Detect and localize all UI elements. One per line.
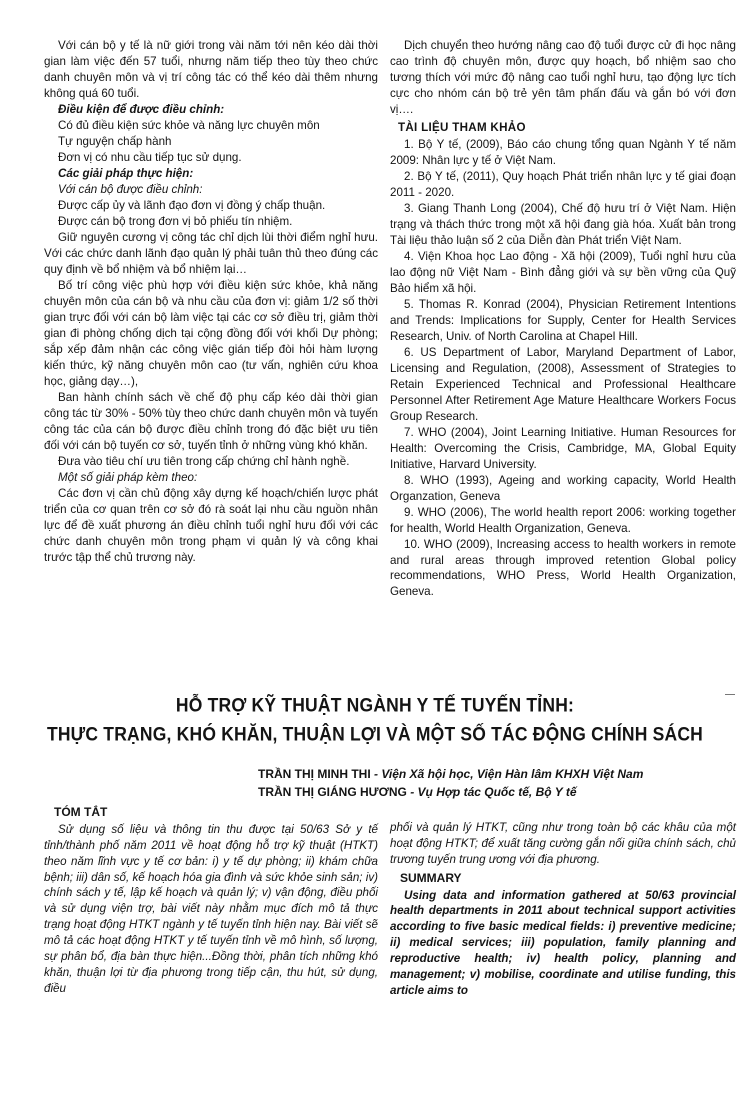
subheading-italic: Với cán bộ được điều chỉnh: (58, 182, 203, 196)
subheading: Điều kiện để được điều chỉnh: (58, 102, 225, 116)
reference-item: 5. Thomas R. Konrad (2004), Physician Retirement Intentions and Trends: Implications for Supply, Center for Health Services Research, Univ. of North Carolina at Chapel Hill. (390, 297, 736, 343)
author-name: TRẦN THỊ MINH THI (258, 767, 371, 781)
condition-item: Được cán bộ trong đơn vị bỏ phiếu tín nhiệm. (58, 214, 293, 228)
article-title-line2: THỰC TRẠNG, KHÓ KHĂN, THUẬN LỢI VÀ MỘT SỐ TÁC ĐỘNG CHÍNH SÁCH (46, 722, 704, 746)
author-line (258, 766, 643, 783)
summary-text: Using data and information gathered at 50/63 provincial health departments in 2011 about technical support activities according to five basic medical fields: i) preventive medicine; ii) medical services; iii) population, family planning and reproductive health; iv) health policy, planning and management; v) mobilise, coordinate and utilise funding, this article aims to (390, 888, 736, 998)
reference-item: 1. Bộ Y tế, (2009), Báo cáo chung tổng quan Ngành Y tế năm 2009: Nhân lực y tế ở Việt Nam. (390, 137, 736, 167)
reference-item: 7. WHO (2004), Joint Learning Initiative. Human Resources for Health: Overcoming the Crisis, Cambridge, MA, Global Equity Initiative, Harvard University. (390, 425, 736, 471)
paragraph: Các đơn vị cần chủ động xây dựng kế hoạch/chiến lược phát triển của cơ quan trên cơ sở đó rà soát lại nhu cầu nguồn nhân lực để đề xuất phương án điều chỉnh tuổi nghỉ hưu đối với các chức danh chuyên môn trong phạm vi quản lý và công khai trước tập thể chủ trương này. (44, 486, 378, 564)
subheading: Các giải pháp thực hiện: (58, 166, 194, 180)
abstract-heading: TÓM TẮT (54, 805, 108, 819)
abstract-left-column (44, 804, 378, 997)
paragraph: Dịch chuyển theo hướng nâng cao độ tuổi được cử đi học nâng cao trình độ chuyên môn, được quy hoạch, bổ nhiệm sao cho tương thích với mức độ nâng cao tuổi nghỉ hưu, tạo động lực tích cực cho nhóm cán bộ trẻ yên tâm phấn đấu và gắn bó với đơn vị…. (390, 39, 736, 116)
abstract-right-column (390, 820, 736, 999)
condition-item: Tự nguyện chấp hành (58, 134, 172, 148)
paragraph: Với cán bộ y tế là nữ giới trong vài năm tới nên kéo dài thời gian làm việc đến 57 tuổi, nhưng năm tiếp theo tùy theo chức danh chuyên môn và vị trí công tác có thể kéo dài thêm nhưng không quá 60 tuổi. (44, 39, 378, 100)
paragraph: Ban hành chính sách về chế độ phụ cấp kéo dài thời gian công tác từ 30% - 50% tùy theo chức danh chuyên môn và tuyến công tác của cán bộ được điều chỉnh trong đó đặc biệt ưu tiên đối với cán bộ tuyến cơ sở, tuyến tỉnh ở những vùng khó khăn. (44, 390, 378, 452)
reference-item: 9. WHO (2006), The world health report 2006: working together for health, World Health Organization, Geneva. (390, 505, 736, 535)
article-title-line1: HỖ TRỢ KỸ THUẬT NGÀNH Y TẾ TUYẾN TỈNH: (175, 693, 575, 717)
paragraph: Giữ nguyên cương vị công tác chỉ dịch lùi thời điểm nghỉ hưu. Với các chức danh lãnh đạo quản lý phải tuân thủ theo đúng các quy định về bổ nhiệm và bổ nhiệm lại… (44, 230, 378, 276)
condition-item: Được cấp ủy và lãnh đạo đơn vị đồng ý chấp thuận. (58, 198, 326, 212)
condition-item: Đơn vị có nhu cầu tiếp tục sử dụng. (58, 150, 242, 164)
author-affiliation: - Viện Xã hội học, Viện Hàn lâm KHXH Việt Nam (370, 767, 644, 781)
paragraph: Bố trí công việc phù hợp với điều kiện sức khỏe, khả năng chuyên môn của cán bộ và nhu cầu của đơn vị: giảm 1/2 số thời gian trực đối với cán bộ làm việc tại các cơ sở điều trị, giảm thời gian đi phòng chống dịch tại cộng đồng đối với khối Dự phòng; sắp xếp đảm nhận các công việc gián tiếp đòi hỏi hàm lượng kiến thức, kỹ năng chuyên môn cao (tư vấn, nghiên cứu khoa học, giảng dạy…), (44, 278, 378, 388)
left-column (44, 38, 378, 565)
reference-item: 6. US Department of Labor, Maryland Department of Labor, Licensing and Regulation, (2008), Assessment of Strategies to Retain Experienced Technical and Professional Healthcare Personnel After Retirement Age Mature Healthcare Workers Focus Group Research. (390, 345, 736, 423)
condition-item: Có đủ điều kiện sức khỏe và năng lực chuyên môn (58, 118, 320, 132)
reference-item: 10. WHO (2009), Increasing access to health workers in remote and rural areas through improved retention Global policy recommendations, WHO Press, World Health Organization, Geneva. (390, 537, 736, 599)
reference-item: 4. Viện Khoa học Lao động - Xã hội (2009), Tuổi nghỉ hưu của lao động nữ Việt Nam - Bình đẳng giới và sự bền vững của Quỹ Bảo hiểm xã hội. (390, 249, 736, 295)
subheading-italic: Một số giải pháp kèm theo: (58, 470, 198, 484)
author-affiliation: - Vụ Hợp tác Quốc tế, Bộ Y tế (406, 785, 577, 799)
abstract-text-continued: phối và quản lý HTKT, cũng như trong toàn bộ các khâu của một hoạt động HTKT; để xuất tăng cường gắn nối giữa chính sách, chủ trương tuyến trung ương với địa phương. (390, 821, 736, 866)
author-name: TRẦN THỊ GIÁNG HƯƠNG (258, 785, 407, 799)
reference-item: 8. WHO (1993), Ageing and working capacity, World Health Organzation, Geneva (390, 473, 736, 503)
abstract-text: Sử dụng số liệu và thông tin thu được tại 50/63 Sở y tế tỉnh/thành phố năm 2011 về hoạt động hỗ trợ kỹ thuật (HTKT) theo năm lĩnh vực y tế cơ bản: i) y tế dự phòng; ii) khám chữa bệnh; iii) dân số, kế hoạch hóa gia đình và sức khỏe sinh sản; iv) chính sách y tế, lập kế hoạch và quản lý; v) vận động, điều phối và sử dụng viện trợ, bài viết này nhằm mục đích mô tả thực trạng hoạt động HTKT ngành y tế tuyến tỉnh hiện nay. Bài viết sẽ mô tả các hoạt động HTKT y tế tuyến tỉnh về mô hình, số lượng, sự phân bổ, địa bàn thực hiện...Đồng thời, phân tích những khó khăn, thuận lợi từ địa phương trong tiếp cận, thu hút, sử dụng, điều (44, 822, 378, 996)
reference-item: 2. Bộ Y tế, (2011), Quy hoạch Phát triển nhân lực y tế giai đoạn 2011 - 2020. (390, 169, 736, 199)
references-heading: TÀI LIỆU THAM KHẢO (398, 120, 526, 134)
paragraph: Đưa vào tiêu chí ưu tiên trong cấp chứng chỉ hành nghề. (58, 454, 350, 468)
right-column (390, 38, 736, 600)
author-line (258, 784, 577, 801)
reference-list (390, 137, 736, 601)
reference-item: 3. Giang Thanh Long (2004), Chế độ hưu trí ở Việt Nam. Hiện trạng và thách thức trong một xã hội đang già hóa. Xuất bản trong Tài liệu thảo luận số 2 của Diễn đàn Phát triển Việt Nam. (390, 201, 736, 247)
summary-heading: SUMMARY (400, 870, 462, 885)
